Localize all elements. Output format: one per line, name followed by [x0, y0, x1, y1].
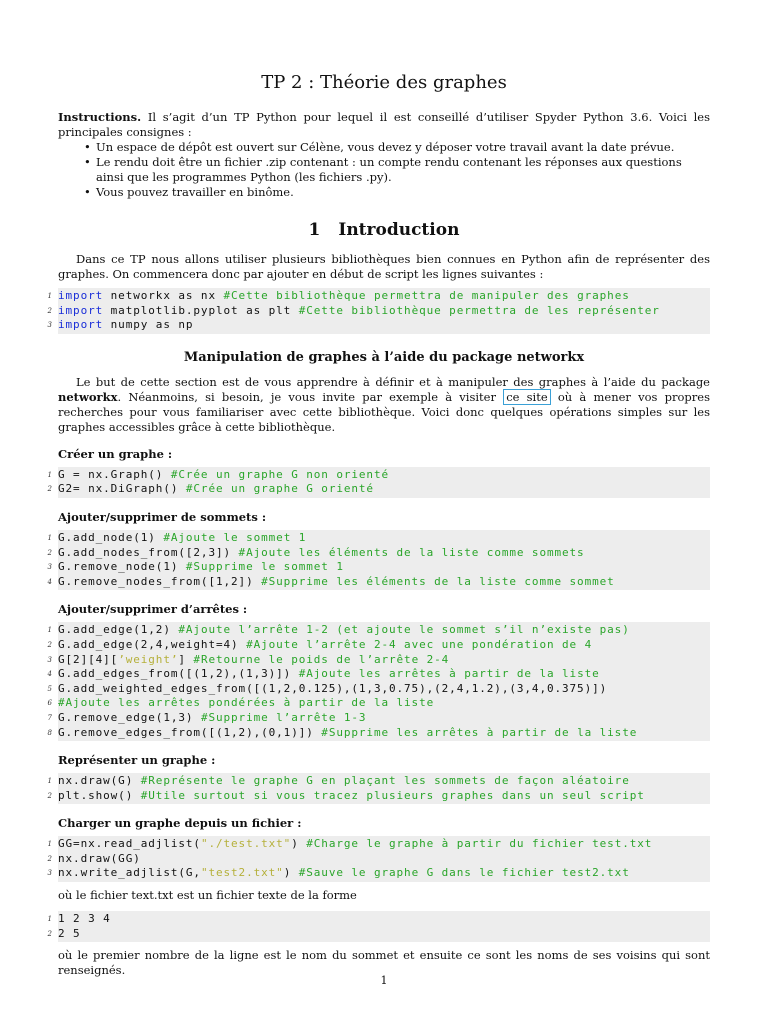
line-number: 2	[47, 640, 52, 649]
line-number: 2	[47, 854, 52, 863]
code-block	[47, 622, 710, 741]
line-number: 1	[47, 840, 52, 849]
instructions-label: Instructions.	[58, 110, 142, 124]
code-keyword: import	[58, 318, 104, 332]
line-number: 1	[47, 626, 52, 635]
code-line	[47, 318, 710, 333]
code-text: G.add_weighted_edges_from([(1,2,0.125),(1,3,0.75),(2,4,1.2),(3,4,0.375)])	[58, 681, 608, 695]
code-line	[47, 560, 710, 575]
code-line	[47, 681, 710, 697]
line-number: 2	[47, 306, 52, 315]
code-comment: #Supprime les arrêtes à partir de la liste	[321, 725, 638, 739]
paragraph-text: . Néanmoins, si besoin, je vous invite par exemple à visiter	[117, 389, 504, 404]
code-text: G.remove_node(1)	[58, 560, 186, 574]
code-text: plt.show()	[58, 788, 141, 802]
code-comment: #Ajoute le sommet 1	[163, 530, 307, 544]
line-number: 1	[47, 915, 52, 924]
code-line	[47, 637, 710, 653]
code-block	[47, 836, 710, 882]
code-line	[47, 667, 710, 682]
code-text: G[2][4][	[58, 652, 119, 666]
line-number: 7	[47, 713, 52, 722]
code-line	[47, 851, 710, 867]
instructions-text: Il s’agit d’un TP Python pour lequel il est conseillé d’utiliser Spyder Python 3.6. Voici les principales consignes :	[58, 110, 710, 139]
create-heading: Créer un graphe :	[58, 446, 173, 461]
line-number: 6	[47, 699, 52, 708]
list-item: • Un espace de dépôt est ouvert sur Célène, vous devez y déposer votre travail avant la date prévue.	[96, 140, 710, 155]
code-text: numpy as np	[103, 318, 194, 332]
code-line	[47, 774, 710, 789]
code-text: nx.draw(GG)	[58, 851, 141, 865]
code-text: nx.write_adjlist(G,	[58, 866, 201, 880]
section-number: 1	[308, 220, 321, 240]
code-text: matplotlib.pyplot as plt	[103, 303, 299, 317]
code-line	[47, 482, 710, 497]
page-number: 1	[380, 974, 388, 987]
code-string: "./test.txt"	[200, 837, 292, 851]
paragraph-text: où à mener vos propres recherches pour vous familiariser avec cette bibliothèque. Voici donc quelques opérations simples sur les graphes accessibles grâce à cette bibliothèque.	[58, 389, 710, 434]
intro-paragraph: Dans ce TP nous allons utiliser plusieurs bibliothèques bien connues en Python afin de représenter des graphes. On commencera donc par ajouter en début de script les lignes suivantes :	[58, 252, 710, 281]
code-block	[47, 530, 710, 590]
code-keyword: import	[58, 289, 104, 302]
line-number: 3	[47, 563, 52, 572]
code-block	[47, 467, 710, 498]
line-number: 2	[47, 791, 52, 800]
code-text: GG=nx.read_adjlist(	[58, 837, 201, 851]
code-block	[47, 288, 710, 334]
code-text: G.add_node(1)	[58, 530, 164, 544]
line-number: 3	[47, 869, 52, 878]
line-number: 3	[47, 655, 52, 664]
package-name: networkx	[58, 389, 118, 404]
code-comment: #Ajoute l’arrête 2-4 avec une pondération de 4	[246, 637, 593, 651]
code-line	[47, 652, 710, 668]
code-line	[47, 837, 710, 852]
code-line	[47, 545, 710, 561]
code-line	[47, 467, 710, 483]
document-page	[47, 72, 710, 978]
page-title: TP 2 : Théorie des graphes	[261, 72, 507, 93]
subsection-paragraph	[58, 375, 710, 435]
code-line	[47, 303, 710, 319]
code-line	[47, 912, 710, 927]
closing-text: où le premier nombre de la ligne est le nom du sommet et ensuite ce sont les noms de ses voisins qui sont renseignés.	[58, 948, 710, 978]
code-text: nx.draw(G)	[58, 774, 141, 788]
code-text: )	[283, 866, 299, 880]
line-number: 1	[47, 533, 52, 542]
code-text: G.add_edges_from([(1,2),(1,3)])	[58, 667, 299, 681]
code-line	[47, 710, 710, 726]
code-line	[47, 696, 710, 711]
draw-heading: Représenter un graphe :	[58, 753, 216, 768]
code-comment: #Cette bibliothèque permettra de les représenter	[298, 303, 660, 317]
code-text: G.add_edge(1,2)	[58, 623, 179, 637]
code-keyword: import	[58, 303, 104, 317]
code-text: )	[291, 837, 307, 851]
code-comment: #Crée un graphe G non orienté	[170, 467, 389, 481]
code-text: G.remove_edge(1,3)	[58, 710, 201, 724]
code-comment: #Supprime l’arrête 1-3	[200, 710, 367, 724]
code-comment: #Supprime le sommet 1	[185, 560, 344, 574]
code-block	[47, 911, 710, 942]
code-line	[47, 530, 710, 546]
code-comment: #Ajoute les éléments de la liste comme sommets	[238, 545, 585, 559]
code-line	[47, 574, 710, 590]
subsection-heading: Manipulation de graphes à l’aide du package networkx	[183, 349, 585, 365]
code-block	[47, 773, 710, 804]
line-number: 1	[47, 292, 52, 300]
code-text: G.remove_edges_from([(1,2),(0,1)])	[58, 725, 322, 739]
code-comment: #Représente le graphe G en plaçant les sommets de façon aléatoire	[140, 774, 630, 788]
code-line	[47, 289, 710, 304]
list-item: • Vous pouvez travailler en binôme.	[96, 185, 710, 200]
code-text: G.add_nodes_from([2,3])	[58, 545, 239, 559]
instructions-list	[58, 140, 710, 200]
line-number: 4	[47, 670, 52, 679]
line-number: 8	[47, 728, 52, 737]
code-comment: #Supprime les éléments de la liste comme sommet	[261, 574, 615, 588]
code-text: G.remove_nodes_from([1,2])	[58, 574, 262, 588]
code-comment: #Ajoute l’arrête 1-2 (et ajoute le sommet s’il n’existe pas)	[178, 623, 630, 637]
load-heading: Charger un graphe depuis un fichier :	[58, 816, 302, 831]
code-comment: #Cette bibliothèque permettra de manipuler des graphes	[223, 289, 630, 302]
code-comment: #Retourne le poids de l’arrête 2-4	[193, 652, 450, 666]
code-comment: #Sauve le graphe G dans le fichier test2.txt	[298, 866, 630, 880]
code-text: 2 5	[58, 926, 81, 940]
line-number: 1	[47, 470, 52, 479]
instructions-paragraph	[58, 110, 710, 140]
line-number: 2	[47, 485, 52, 494]
code-text: networkx as nx	[103, 289, 224, 302]
code-line	[47, 866, 710, 881]
paragraph-text: Le but de cette section est de vous apprendre à définir et à manipuler des graphes à l’aide du package	[76, 374, 710, 389]
code-comment: #Charge le graphe à partir du fichier test.txt	[306, 837, 653, 851]
line-number: 2	[47, 929, 52, 938]
code-text: G2= nx.DiGraph()	[58, 482, 186, 496]
code-line	[47, 788, 710, 804]
file-format-text: où le fichier text.txt est un fichier texte de la forme	[58, 888, 357, 903]
line-number: 2	[47, 548, 52, 557]
site-link[interactable]: ce site	[503, 389, 550, 405]
code-comment: #Crée un graphe G orienté	[185, 482, 374, 496]
code-line	[47, 725, 710, 741]
line-number: 1	[47, 777, 52, 786]
code-comment: #Utile surtout si vous tracez plusieurs graphes dans un seul script	[140, 788, 645, 802]
line-number: 5	[47, 684, 52, 693]
code-comment: #Ajoute les arrêtes pondérées à partir de la liste	[58, 696, 435, 710]
code-text: ]	[178, 652, 194, 666]
code-string: "test2.txt"	[200, 866, 284, 880]
code-text: G.add_edge(2,4,weight=4)	[58, 637, 247, 651]
code-string: ’weight’	[118, 652, 179, 666]
code-line	[47, 623, 710, 638]
code-line	[47, 926, 710, 942]
line-number: 3	[47, 321, 52, 330]
code-text: 1 2 3 4	[58, 912, 111, 926]
code-text: G = nx.Graph()	[58, 467, 171, 481]
section-title: Introduction	[338, 220, 460, 240]
section-heading	[58, 220, 710, 240]
line-number: 4	[47, 577, 52, 586]
code-comment: #Ajoute les arrêtes à partir de la liste	[298, 667, 600, 681]
edges-heading: Ajouter/supprimer d’arrêtes :	[58, 602, 248, 617]
list-item: • Le rendu doit être un fichier .zip contenant : un compte rendu contenant les réponses aux questions ainsi que les programmes Python (les fichiers .py).	[96, 155, 710, 185]
nodes-heading: Ajouter/supprimer de sommets :	[58, 509, 267, 524]
